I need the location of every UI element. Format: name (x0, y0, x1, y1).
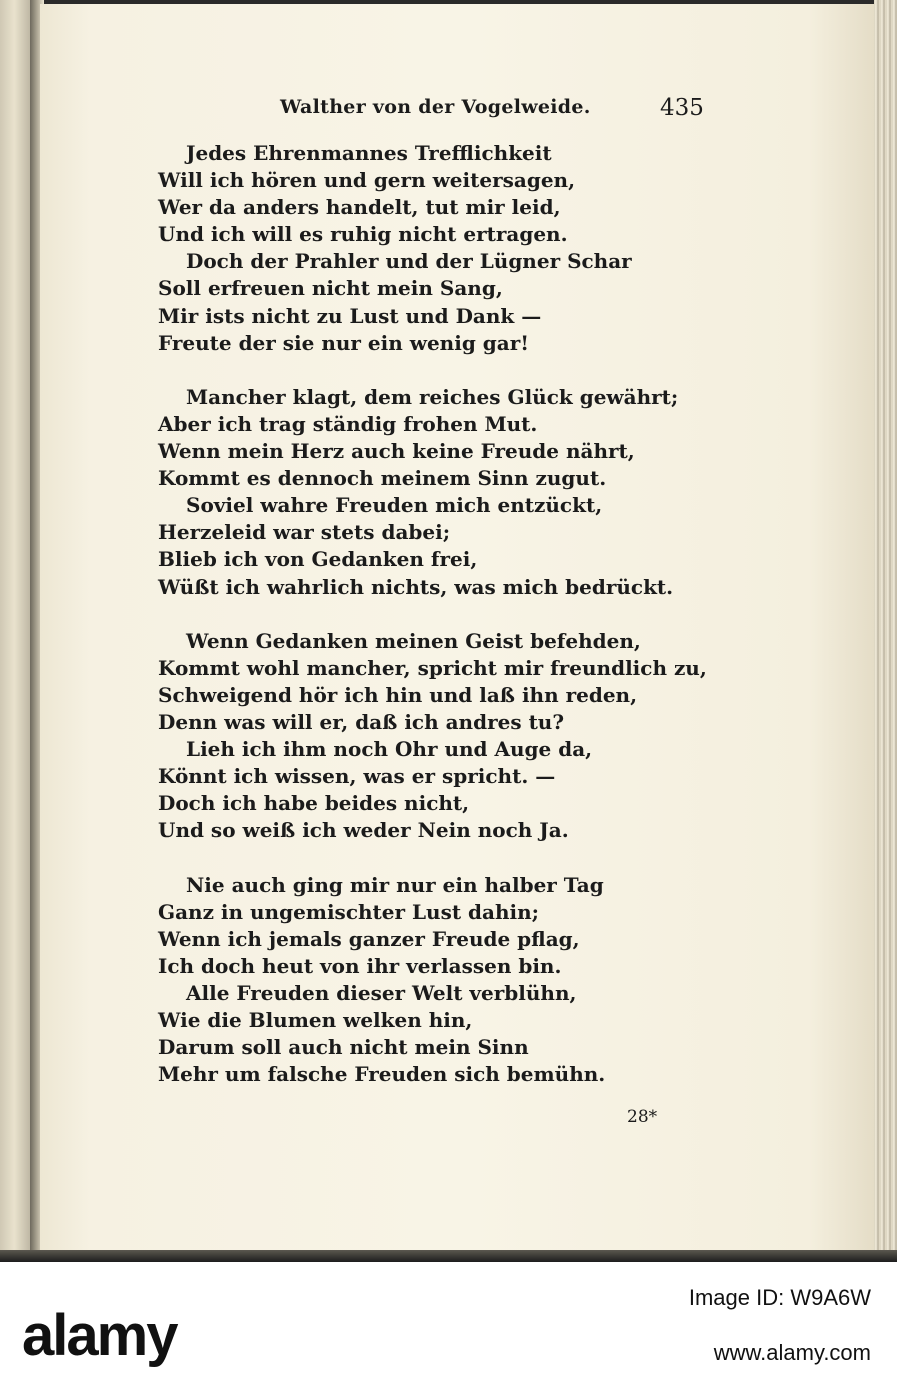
page-number: 435 (660, 95, 704, 121)
stanza-break (158, 357, 718, 384)
poem-line: Will ich hören und gern weitersagen, (158, 168, 576, 193)
poem-line: Nie auch ging mir nur ein halber Tag (186, 872, 604, 897)
poem-line: Soll erfreuen nicht mein Sang, (158, 276, 503, 301)
poem-line: Ich doch heut von ihr verlassen bin. (158, 953, 562, 978)
poem-line: Herzeleid war stets dabei; (158, 520, 451, 545)
poem-line: Denn was will er, daß ich andres tu? (158, 709, 565, 734)
book-bottom-edge (0, 1250, 897, 1262)
poem-line: Mehr um falsche Freuden sich bemühn. (158, 1062, 606, 1087)
poem-line: Doch ich habe beides nicht, (158, 791, 470, 816)
poem-line: Kommt wohl mancher, spricht mir freundlich zu, (158, 655, 707, 680)
poem-line: Alle Freuden dieser Welt verblühn, (186, 980, 577, 1005)
watermark-image-id: Image ID: W9A6W (688, 1285, 871, 1310)
watermark-url: www.alamy.com (713, 1340, 871, 1365)
poem-line: Wenn ich jemals ganzer Freude pflag, (158, 926, 580, 951)
poem-line: Und so weiß ich weder Nein noch Ja. (158, 818, 569, 843)
poem-line: Wenn mein Herz auch keine Freude nährt, (158, 439, 635, 464)
poem-text (158, 140, 718, 1088)
poem-line: Darum soll auch nicht mein Sinn (158, 1035, 529, 1060)
page-stack-edge (874, 0, 897, 1262)
stanza-break (158, 844, 718, 871)
poem-line: Jedes Ehrenmannes Trefflichkeit (186, 141, 552, 165)
poem-line: Aber ich trag ständig frohen Mut. (158, 411, 538, 436)
poem-line: Blieb ich von Gedanken frei, (158, 547, 478, 572)
poem-line: Lieh ich ihm noch Ohr und Auge da, (186, 737, 593, 762)
poem-line: Soviel wahre Freuden mich entzückt, (186, 493, 603, 518)
stanza-break (158, 601, 718, 628)
poem-line: Kommt es dennoch meinem Sinn zugut. (158, 466, 607, 491)
poem-line: Mancher klagt, dem reiches Glück gewährt; (186, 384, 679, 409)
poem-line: Und ich will es ruhig nicht ertragen. (158, 222, 568, 247)
poem-line: Wüßt ich wahrlich nichts, was mich bedrückt. (158, 574, 674, 599)
watermark-logo: alamy (22, 1303, 177, 1368)
poem-line: Wenn Gedanken meinen Geist befehden, (186, 628, 641, 653)
poem-line: Doch der Prahler und der Lügner Schar (186, 249, 632, 274)
poem-line: Mir ists nicht zu Lust und Dank — (158, 303, 542, 328)
poem-line: Freute der sie nur ein wenig gar! (158, 330, 530, 355)
poem-line: Ganz in ungemischter Lust dahin; (158, 899, 540, 924)
poem-line: Könnt ich wissen, was er spricht. — (158, 764, 556, 789)
poem-line: Schweigend hör ich hin und laß ihn reden, (158, 682, 638, 707)
running-header: Walther von der Vogelweide. (280, 96, 591, 118)
poem-line: Wer da anders handelt, tut mir leid, (158, 195, 561, 220)
poem-line: Wie die Blumen welken hin, (158, 1008, 473, 1032)
signature-mark: 28* (627, 1107, 658, 1127)
